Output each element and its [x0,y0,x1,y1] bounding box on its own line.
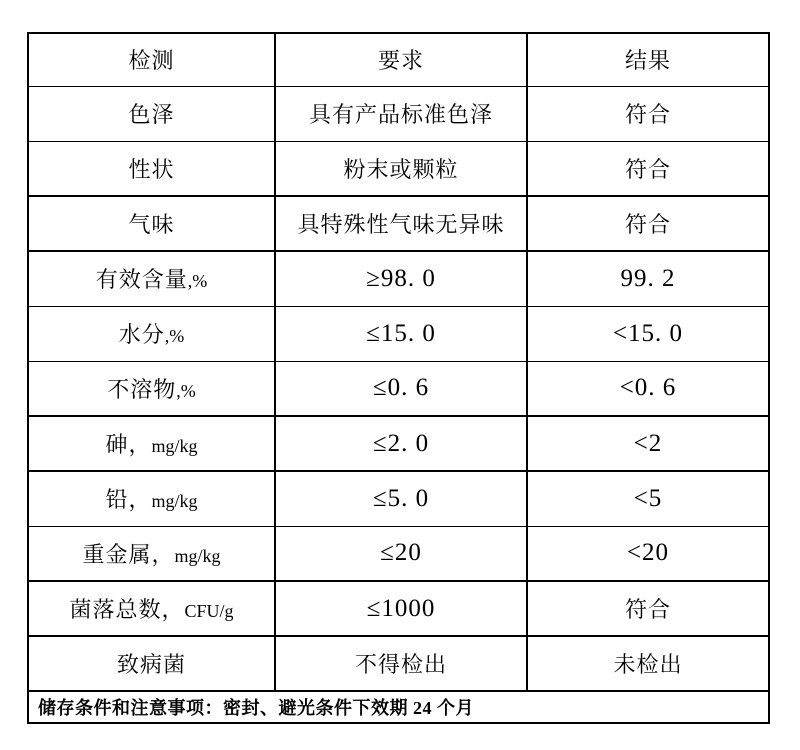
result-cell: 符合 [527,196,769,251]
test-name-cell [28,86,275,141]
requirement-cell: 不得检出 [275,636,527,691]
requirement-cell: ≤1000 [275,581,527,636]
test-name-cell [28,581,275,636]
test-name-cell [28,361,275,416]
storage-note: 储存条件和注意事项：密封、避光条件下效期 24 个月 [28,691,769,723]
row-heavy-metals [28,526,769,581]
requirement-cell: 具特殊性气味无异味 [275,196,527,251]
test-name: 重金属， [82,541,175,567]
requirement-cell: 具有产品标准色泽 [275,86,527,141]
result-cell: 符合 [527,86,769,141]
row-active-content [28,251,769,306]
row-appearance [28,141,769,196]
test-name-cell [28,141,275,196]
requirement-cell: ≤5. 0 [275,471,527,526]
test-unit: ,% [176,380,196,401]
storage-note-row [28,691,769,723]
test-unit: ,% [164,326,185,346]
result-cell: <2 [527,416,769,471]
test-unit: mg/kg [151,436,198,456]
test-name: 不溶物 [107,376,177,402]
result-cell: 符合 [527,581,769,636]
requirement-cell: ≥98. 0 [275,251,527,306]
row-color [28,86,769,141]
result-cell: <15. 0 [527,306,769,361]
test-name-cell [28,416,275,471]
requirement-cell: 粉末或颗粒 [275,141,527,196]
test-name: 性状 [128,156,175,182]
result-cell: <20 [527,526,769,581]
test-unit: mg/kg [151,491,198,512]
result-cell: 未检出 [527,636,769,691]
test-name-cell [28,306,275,361]
test-name-cell [28,471,275,526]
requirement-cell: ≤2. 0 [275,416,527,471]
test-name: 水分 [118,322,165,347]
requirement-cell: ≤15. 0 [275,306,527,361]
requirement-cell: ≤20 [275,526,527,581]
table-header-row [28,33,769,86]
test-name: 气味 [128,212,175,237]
inspection-table [27,32,770,724]
col-header-requirement: 要求 [275,33,527,86]
row-pathogens [28,636,769,691]
row-total-plate-count [28,581,769,636]
test-unit: ,% [187,271,208,292]
test-name-cell [28,526,275,581]
row-moisture [28,306,769,361]
test-name: 致病菌 [116,652,186,677]
test-unit: CFU/g [184,601,234,621]
test-name-cell [28,636,275,691]
test-unit: mg/kg [174,545,221,566]
row-lead [28,471,769,526]
test-name: 铅， [105,487,152,513]
result-cell: 符合 [527,141,769,196]
row-insolubles [28,361,769,416]
col-header-test: 检测 [28,33,275,86]
test-name: 有效含量 [95,267,188,293]
test-name-cell [28,196,275,251]
test-name: 砷， [105,432,152,457]
result-cell: <0. 6 [527,361,769,416]
test-name: 色泽 [128,102,175,127]
result-cell: <5 [527,471,769,526]
test-name: 菌落总数， [69,597,185,622]
row-arsenic [28,416,769,471]
requirement-cell: ≤0. 6 [275,361,527,416]
test-name-cell [28,251,275,306]
result-cell: 99. 2 [527,251,769,306]
col-header-result: 结果 [527,33,769,86]
row-odor [28,196,769,251]
